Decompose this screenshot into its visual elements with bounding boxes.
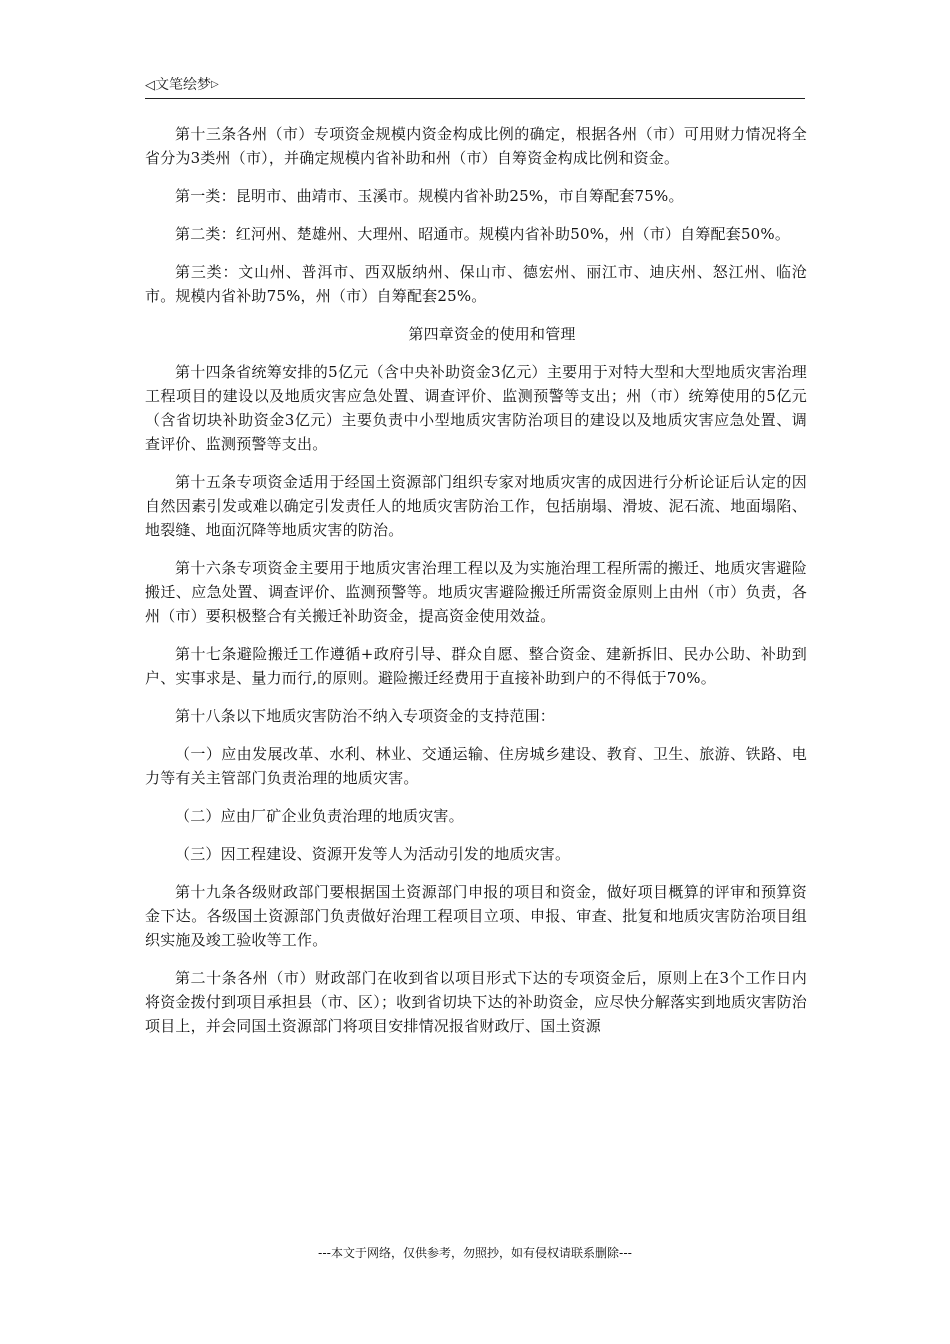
article-17: 第十七条避险搬迁工作遵循+政府引导、群众自愿、整合资金、建新拆旧、民办公助、补助到户、实事求是、量力而行,的原则。避险搬迁经费用于直接补助到户的不得低于70%。: [145, 645, 807, 687]
header-logo: [145, 76, 219, 95]
category-two: 第二类：红河州、楚雄州、大理州、昭通市。规模内省补助50%，州（市）自筹配套50%。: [175, 225, 791, 243]
article-14: 第十四条省统筹安排的5亿元（含中央补助资金3亿元）主要用于对特大型和大型地质灾害治理工程项目的建设以及地质灾害应急处置、调查评价、监测预警等支出；州（市）统筹使用的5亿元（含省切块补助资金3亿元）主要负责中小型地质灾害防治项目的建设以及地质灾害应急处置、调查评价、监测预警等支出。: [145, 363, 807, 453]
category-one: 第一类：昆明市、曲靖市、玉溪市。规模内省补助25%，市自筹配套75%。: [175, 187, 684, 205]
left-triangle-icon: ◁: [145, 78, 155, 93]
article-19: 第十九条各级财政部门要根据国土资源部门申报的项目和资金，做好项目概算的评审和预算资金下达。各级国土资源部门负责做好治理工程项目立项、申报、审查、批复和地质灾害防治项目组织实施及竣工验收等工作。: [145, 883, 807, 949]
document-body: [145, 122, 807, 1052]
article-16: 第十六条专项资金主要用于地质灾害治理工程以及为实施治理工程所需的搬迁、地质灾害避险搬迁、应急处置、调查评价、监测预警等。地质灾害避险搬迁所需资金原则上由州（市）负责，各州（市）要积极整合有关搬迁补助资金，提高资金使用效益。: [145, 559, 807, 625]
chapter-4-heading: 第四章资金的使用和管理: [408, 325, 576, 343]
header-logo-text: 文笔绘梦: [155, 77, 211, 93]
article-13: 第十三条各州（市）专项资金规模内资金构成比例的确定，根据各州（市）可用财力情况将全省分为3类州（市），并确定规模内省补助和州（市）自筹资金构成比例和资金。: [145, 125, 807, 167]
page-footer-disclaimer: ---本文于网络，仅供参考，勿照抄，如有侵权请联系删除---: [318, 1246, 632, 1260]
right-triangle-icon: ▷: [211, 79, 219, 90]
category-three: 第三类：文山州、普洱市、西双版纳州、保山市、德宏州、丽江市、迪庆州、怒江州、临沧市。规模内省补助75%，州（市）自筹配套25%。: [145, 263, 807, 305]
article-18-item-3: （三）因工程建设、资源开发等人为活动引发的地质灾害。: [175, 845, 571, 863]
article-20: 第二十条各州（市）财政部门在收到省以项目形式下达的专项资金后，原则上在3个工作日内将资金拨付到项目承担县（市、区）；收到省切块下达的补助资金，应尽快分解落实到地质灾害防治项目上，并会同国土资源部门将项目安排情况报省财政厅、国土资源: [145, 969, 807, 1035]
article-18: 第十八条以下地质灾害防治不纳入专项资金的支持范围：: [175, 707, 556, 725]
article-15: 第十五条专项资金适用于经国土资源部门组织专家对地质灾害的成因进行分析论证后认定的因自然因素引发或难以确定引发责任人的地质灾害防治工作，包括崩塌、滑坡、泥石流、地面塌陷、地裂缝、地面沉降等地质灾害的防治。: [145, 473, 807, 539]
article-18-item-2: （二）应由厂矿企业负责治理的地质灾害。: [175, 807, 464, 825]
page-header: [145, 74, 805, 99]
article-18-item-1: （一）应由发展改革、水利、林业、交通运输、住房城乡建设、教育、卫生、旅游、铁路、电力等有关主管部门负责治理的地质灾害。: [145, 745, 807, 787]
